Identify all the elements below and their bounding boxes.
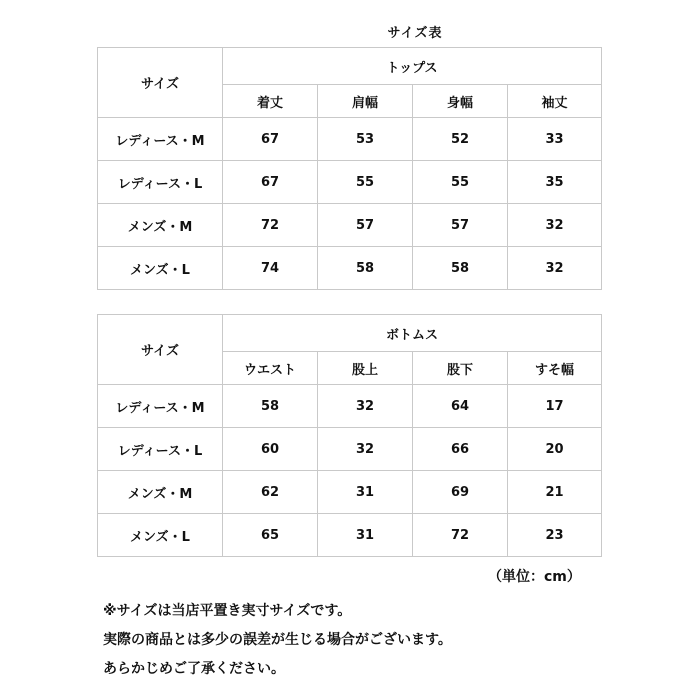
table-cell: 52 — [413, 118, 508, 161]
table-cell: 66 — [413, 428, 508, 471]
unit-label: （単位：cm） — [488, 569, 581, 585]
table-row — [98, 514, 602, 557]
note-line: ※サイズは当店平置き実寸サイズです。 — [103, 603, 352, 619]
size-label: メンズ・M — [98, 471, 223, 514]
table-cell: 23 — [508, 514, 602, 557]
size-header-cell: サイズ — [98, 315, 223, 385]
table-cell: 57 — [413, 204, 508, 247]
table-cell: 67 — [223, 161, 318, 204]
table-cell: 58 — [318, 247, 413, 290]
table-cell: 32 — [318, 428, 413, 471]
size-label: レディース・M — [98, 385, 223, 428]
column-header-shoulder: 肩幅 — [318, 85, 413, 118]
table-cell: 53 — [318, 118, 413, 161]
note-line: あらかじめご了承ください。 — [103, 661, 285, 677]
note-line: 実際の商品とは多少の誤差が生じる場合がございます。 — [103, 632, 452, 648]
table-cell: 62 — [223, 471, 318, 514]
size-header-cell: サイズ — [98, 48, 223, 118]
column-header-waist: ウエスト — [223, 352, 318, 385]
table-cell: 32 — [508, 247, 602, 290]
table-row — [98, 385, 602, 428]
table-cell: 58 — [223, 385, 318, 428]
table-row — [98, 118, 602, 161]
table-cell: 20 — [508, 428, 602, 471]
table-cell: 21 — [508, 471, 602, 514]
table-cell: 72 — [223, 204, 318, 247]
size-label: レディース・L — [98, 428, 223, 471]
size-label: レディース・L — [98, 161, 223, 204]
table-row — [98, 471, 602, 514]
table-cell: 69 — [413, 471, 508, 514]
table-row — [98, 428, 602, 471]
table-cell: 33 — [508, 118, 602, 161]
table-cell: 60 — [223, 428, 318, 471]
table-cell: 32 — [508, 204, 602, 247]
column-header-sleeve: 袖丈 — [508, 85, 602, 118]
column-header-hem-width: すそ幅 — [508, 352, 602, 385]
table-cell: 74 — [223, 247, 318, 290]
column-header-rise: 股上 — [318, 352, 413, 385]
size-label: メンズ・L — [98, 514, 223, 557]
table-cell: 35 — [508, 161, 602, 204]
table-row — [98, 247, 602, 290]
size-label: メンズ・L — [98, 247, 223, 290]
table-cell: 64 — [413, 385, 508, 428]
table-cell: 32 — [318, 385, 413, 428]
notes-block — [103, 597, 452, 684]
tops-size-table — [97, 47, 602, 290]
bottoms-group-header: ボトムス — [223, 315, 602, 352]
column-header-chest: 身幅 — [413, 85, 508, 118]
table-cell: 72 — [413, 514, 508, 557]
table-cell: 31 — [318, 471, 413, 514]
column-header-inseam: 股下 — [413, 352, 508, 385]
bottoms-size-table — [97, 314, 602, 557]
table-row — [98, 161, 602, 204]
table-cell: 55 — [413, 161, 508, 204]
table-cell: 17 — [508, 385, 602, 428]
table-cell: 65 — [223, 514, 318, 557]
table-row — [98, 204, 602, 247]
table-cell: 57 — [318, 204, 413, 247]
tops-group-header: トップス — [223, 48, 602, 85]
table-cell: 31 — [318, 514, 413, 557]
table-cell: 67 — [223, 118, 318, 161]
size-chart-title: サイズ表 — [387, 26, 443, 41]
table-cell: 55 — [318, 161, 413, 204]
column-header-length: 着丈 — [223, 85, 318, 118]
size-label: レディース・M — [98, 118, 223, 161]
table-cell: 58 — [413, 247, 508, 290]
size-label: メンズ・M — [98, 204, 223, 247]
